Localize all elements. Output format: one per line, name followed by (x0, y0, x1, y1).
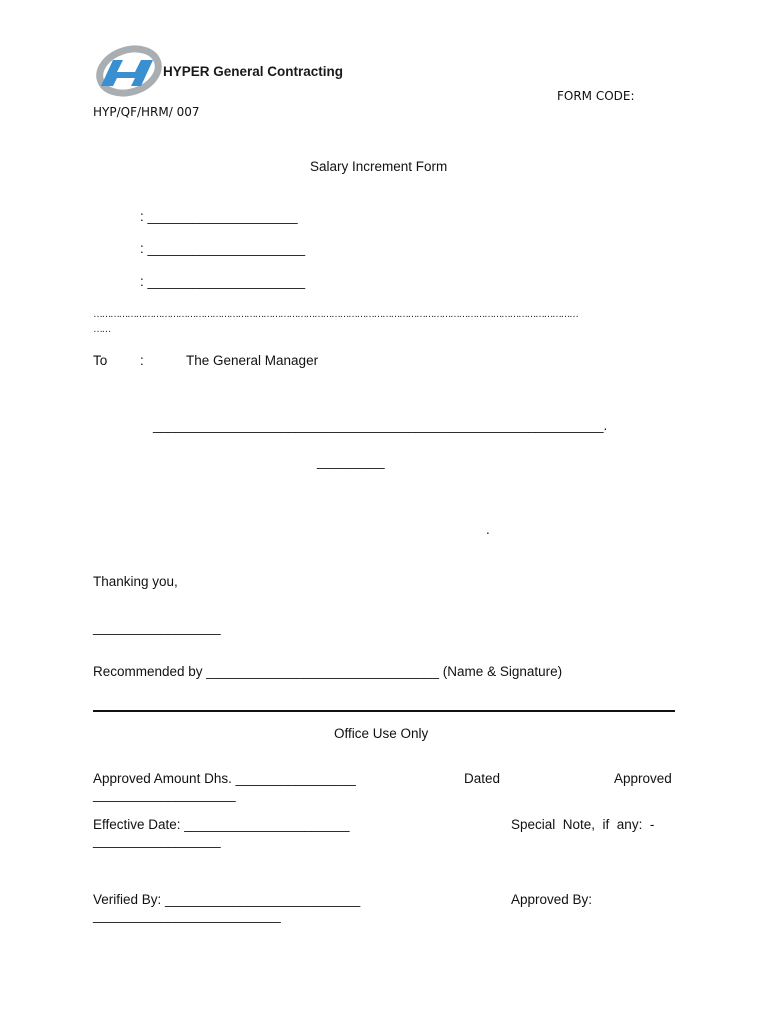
verified-by-field[interactable]: Verified By: __________________________ (93, 892, 361, 907)
company-logo (95, 44, 165, 98)
company-name: HYPER General Contracting (163, 64, 344, 79)
approved-label: Approved (614, 771, 672, 786)
thanking-text: Thanking you, (93, 574, 178, 589)
form-code-label: FORM CODE: (557, 89, 635, 103)
body-blank-long[interactable]: ____________________________________________________________. (153, 418, 608, 433)
body-dot: . (486, 522, 490, 537)
body-blank-short[interactable]: _________ (317, 454, 385, 469)
approved-by-label: Approved By: (511, 892, 593, 907)
recommended-by-line[interactable]: Recommended by _______________________________ (Name & Signature) (93, 664, 563, 679)
signature-blank[interactable]: _________________ (93, 620, 221, 635)
blank-field-1[interactable]: : ____________________ (140, 209, 298, 224)
form-title: Salary Increment Form (310, 159, 448, 174)
to-label: To (93, 353, 108, 368)
dated-label: Dated (464, 771, 501, 786)
to-colon: : (140, 353, 144, 368)
special-note-blank[interactable]: _________________ (93, 833, 221, 848)
approved-amount-field[interactable]: Approved Amount Dhs. ________________ (93, 771, 356, 786)
dotted-separator-end: …… (93, 324, 110, 335)
blank-field-2[interactable]: : _____________________ (140, 241, 306, 256)
approved-by-blank[interactable]: _________________________ (93, 908, 281, 923)
office-use-heading: Office Use Only (334, 726, 429, 741)
to-recipient: The General Manager (186, 353, 319, 368)
dotted-separator: ……………………………………………………………………………………………………………………………………………………… (93, 309, 578, 320)
special-note-label: Special Note, if any: - (511, 817, 655, 832)
form-code-value: HYP/QF/HRM/ 007 (93, 105, 200, 119)
section-divider (93, 710, 675, 712)
blank-field-3[interactable]: : _____________________ (140, 274, 306, 289)
effective-date-field[interactable]: Effective Date: ______________________ (93, 817, 350, 832)
approved-blank[interactable]: ___________________ (93, 787, 236, 802)
